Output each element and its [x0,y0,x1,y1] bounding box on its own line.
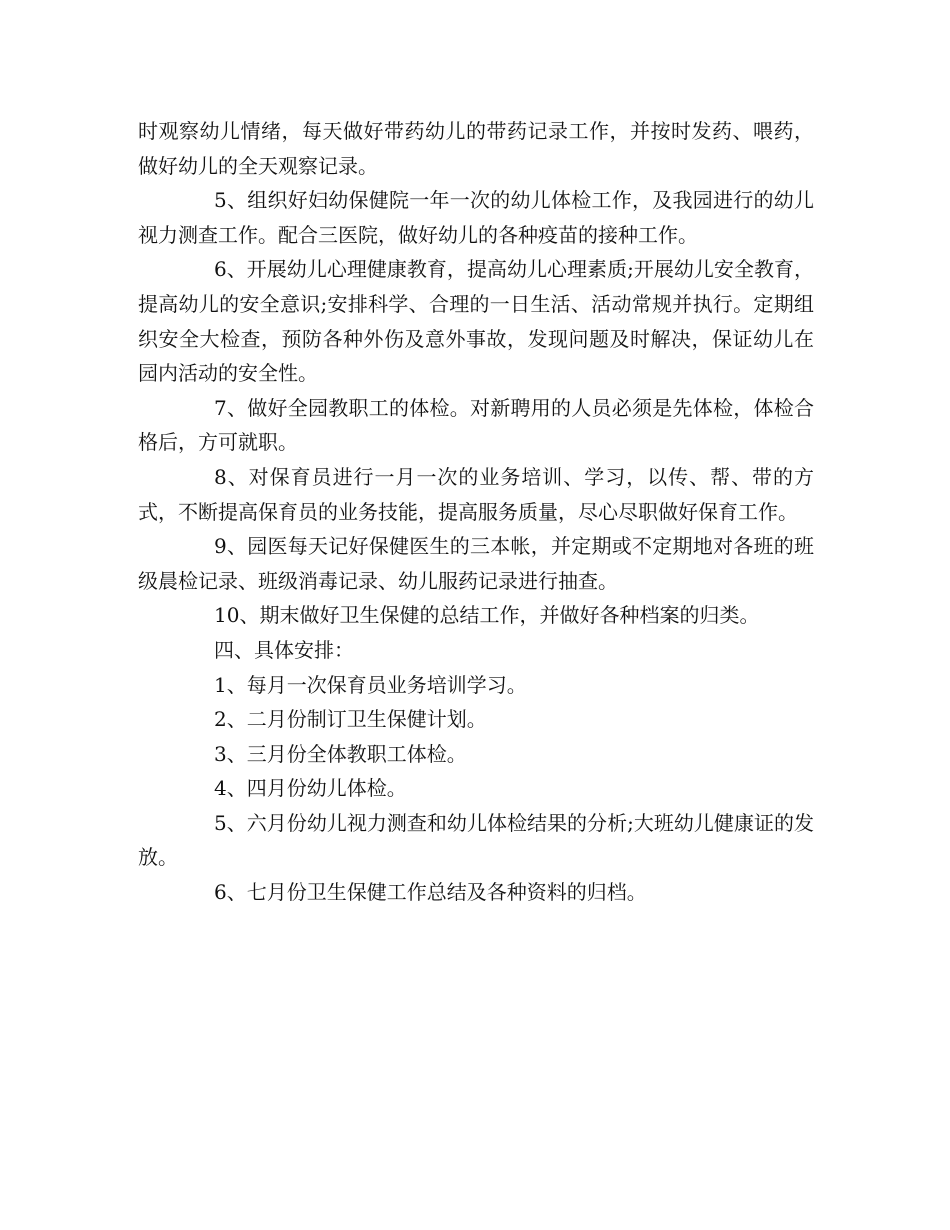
paragraph-item-6: 6、开展幼儿心理健康教育，提高幼儿心理素质;开展幼儿安全教育，提高幼儿的安全意识;安排科学、合理的一日生活、活动常规并执行。定期组织安全大检查，预防各种外伤及意外事故，发现问题及时解决，保证幼儿在园内活动的安全性。 [138,257,814,386]
schedule-item-4: 4、四月份幼儿体检。 [214,776,407,801]
schedule-item-1: 1、每月一次保育员业务培训学习。 [214,672,527,697]
paragraph-continuation: 时观察幼儿情绪，每天做好带药幼儿的带药记录工作，并按时发药、喂药，做好幼儿的全天观察记录。 [138,119,814,178]
paragraph-item-10: 10、期末做好卫生保健的总结工作，并做好各种档案的归类。 [214,603,760,628]
schedule-item-5: 5、六月份幼儿视力测查和幼儿体检结果的分析;大班幼儿健康证的发放。 [138,810,814,870]
paragraph-item-7: 7、做好全园教职工的体检。对新聘用的人员必须是先体检，体检合格后，方可就职。 [138,395,814,455]
document-body [138,114,814,910]
schedule-item-6: 6、七月份卫生保健工作总结及各种资料的归档。 [214,880,647,905]
paragraph-item-8: 8、对保育员进行一月一次的业务培训、学习，以传、帮、带的方式，不断提高保育员的业务技能，提高服务质量，尽心尽职做好保育工作。 [138,464,814,524]
schedule-item-3: 3、三月份全体教职工体检。 [214,741,467,766]
section-heading-schedule: 四、具体安排： [214,637,354,662]
paragraph-item-5: 5、组织好妇幼保健院一年一次的幼儿体检工作，及我园进行的幼儿视力测查工作。配合三医院，做好幼儿的各种疫苗的接种工作。 [138,188,814,247]
schedule-item-2: 2、二月份制订卫生保健计划。 [214,707,487,732]
paragraph-item-9: 9、园医每天记好保健医生的三本帐，并定期或不定期地对各班的班级晨检记录、班级消毒记录、幼儿服药记录进行抽查。 [138,534,814,593]
